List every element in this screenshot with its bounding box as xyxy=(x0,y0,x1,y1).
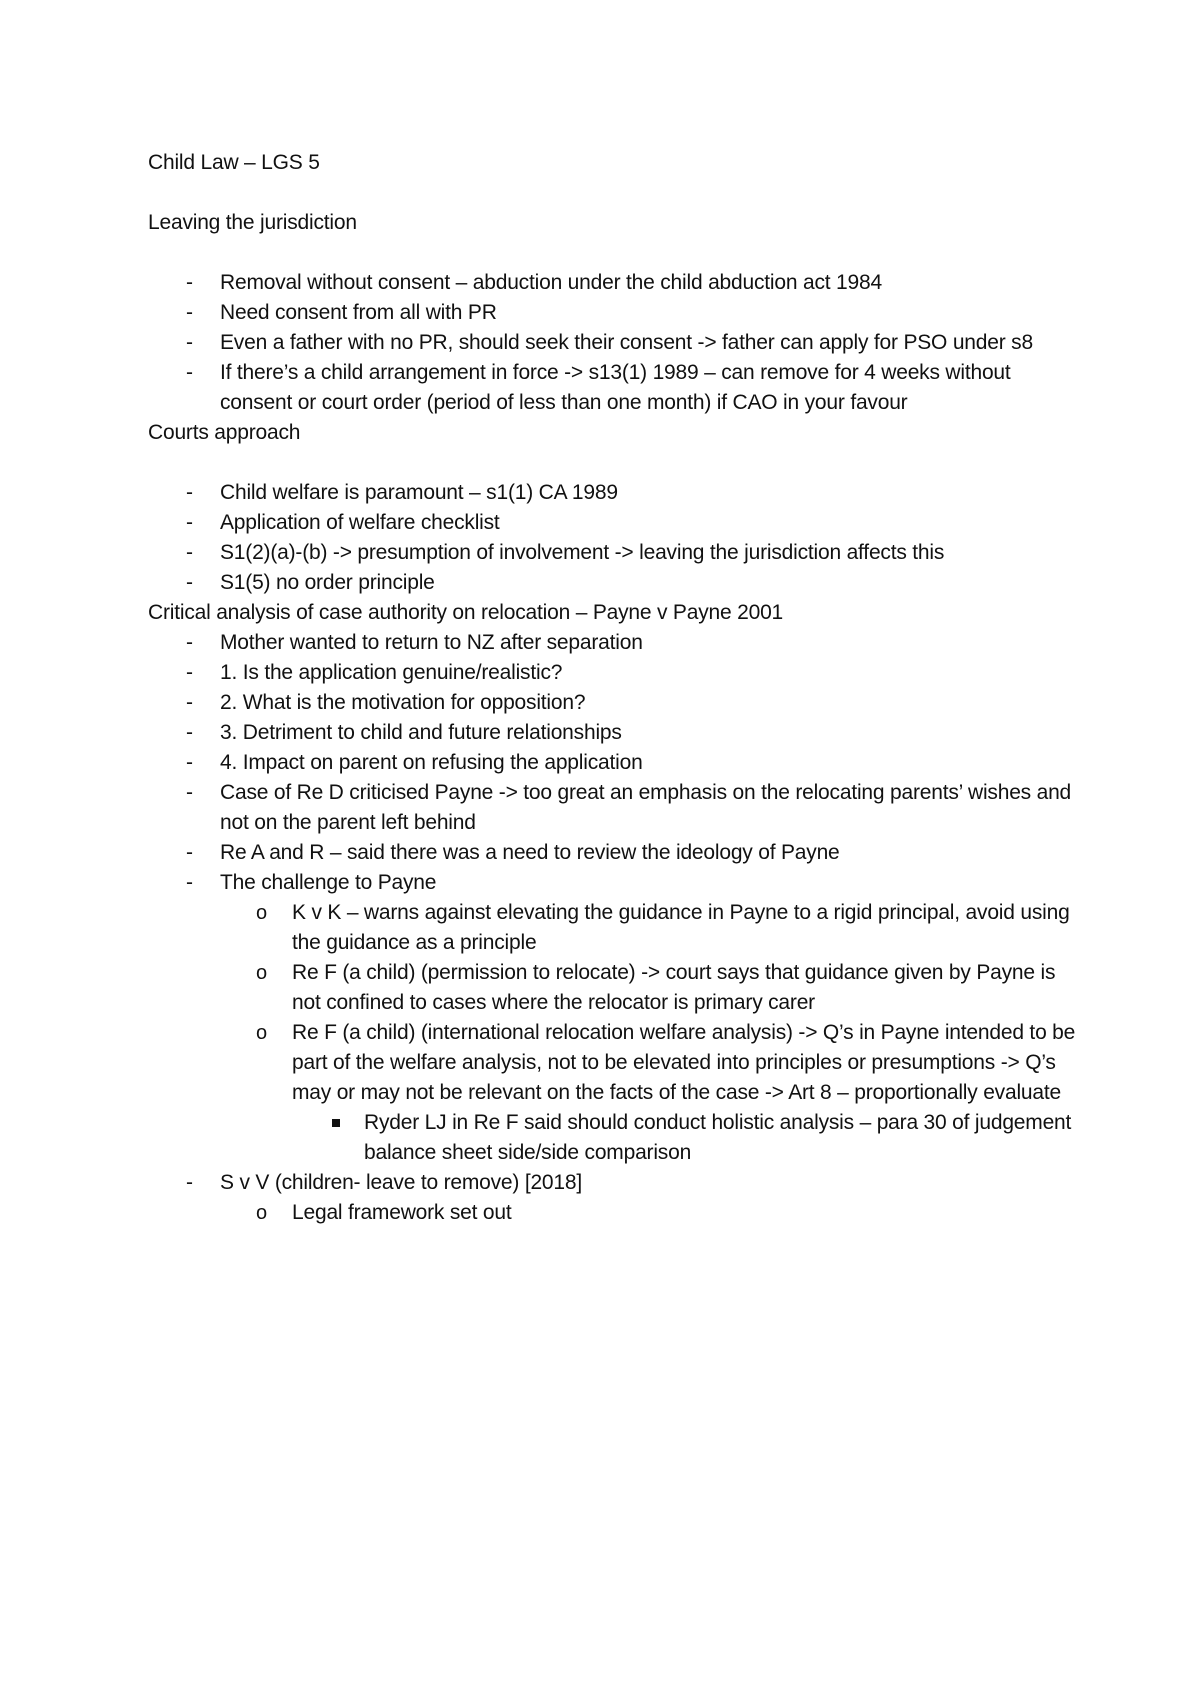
leaving-jurisdiction-list xyxy=(148,268,1078,418)
list-item-text: If there’s a child arrangement in force -> s13(1) 1989 – can remove for 4 weeks without consent or court order (period of less than one month) if CAO in your favour xyxy=(220,361,1011,414)
dash-bullet: - xyxy=(186,871,193,894)
dash-bullet: - xyxy=(186,751,193,774)
list-item-text: S1(5) no order principle xyxy=(220,571,435,594)
challenge-sublist xyxy=(220,898,1078,1168)
sub-list-item xyxy=(220,958,1078,1018)
sub-sub-list-item-text: Ryder LJ in Re F said should conduct holistic analysis – para 30 of judgement balance sheet side/side comparison xyxy=(364,1111,1072,1164)
list-item-text: The challenge to Payne xyxy=(220,871,437,894)
list-item-text: 2. What is the motivation for opposition? xyxy=(220,691,586,714)
sub-list-item-text: Re F (a child) (international relocation welfare analysis) -> Q’s in Payne intended to be part of the welfare analysis, not to be elevated into principles or presumptions -> Q’s may or may not be relevant on the facts of the case -> Art 8 – proportionally evaluate xyxy=(292,1021,1076,1104)
list-item-text: Application of welfare checklist xyxy=(220,511,500,534)
list-item xyxy=(148,538,1078,568)
circle-bullet: o xyxy=(256,902,267,924)
list-item-text: 3. Detriment to child and future relationships xyxy=(220,721,622,744)
dash-bullet: - xyxy=(186,661,193,684)
sub-list-item-text: Legal framework set out xyxy=(292,1201,512,1224)
courts-approach-list xyxy=(148,478,1078,598)
list-item-text: 4. Impact on parent on refusing the application xyxy=(220,751,643,774)
document-title: Child Law – LGS 5 xyxy=(148,151,320,174)
list-item xyxy=(148,508,1078,538)
sub-list-item-text: K v K – warns against elevating the guidance in Payne to a rigid principal, avoid using the guidance as a principle xyxy=(292,901,1070,954)
list-item-text: Case of Re D criticised Payne -> too great an emphasis on the relocating parents’ wishes and not on the parent left behind xyxy=(220,781,1072,834)
critical-analysis-list xyxy=(148,628,1078,1228)
dash-bullet: - xyxy=(186,571,193,594)
dash-bullet: - xyxy=(186,481,193,504)
list-item-text: 1. Is the application genuine/realistic? xyxy=(220,661,563,684)
dash-bullet: - xyxy=(186,301,193,324)
circle-bullet: o xyxy=(256,1202,267,1224)
list-item xyxy=(148,478,1078,508)
sub-sub-list-item xyxy=(292,1108,1078,1168)
list-item xyxy=(148,298,1078,328)
list-item-text: Child welfare is paramount – s1(1) CA 1989 xyxy=(220,481,618,504)
list-item xyxy=(148,568,1078,598)
dash-bullet: - xyxy=(186,691,193,714)
dash-bullet: - xyxy=(186,511,193,534)
list-item xyxy=(148,628,1078,658)
list-item-text: S v V (children- leave to remove) [2018] xyxy=(220,1171,583,1194)
list-item-text: Even a father with no PR, should seek their consent -> father can apply for PSO under s8 xyxy=(220,331,1033,354)
square-bullet-icon xyxy=(332,1119,340,1127)
re-f-sublist xyxy=(292,1108,1078,1168)
sub-list-item xyxy=(220,898,1078,958)
dash-bullet: - xyxy=(186,361,193,384)
sub-list-item xyxy=(220,1018,1078,1168)
list-item xyxy=(148,268,1078,298)
dash-bullet: - xyxy=(186,721,193,744)
section-heading-courts-approach: Courts approach xyxy=(148,421,301,444)
list-item-text: Mother wanted to return to NZ after separation xyxy=(220,631,643,654)
dash-bullet: - xyxy=(186,1171,193,1194)
sub-list-item-text: Re F (a child) (permission to relocate) -> court says that guidance given by Payne is not confined to cases where the relocator is primary carer xyxy=(292,961,1056,1014)
document-body xyxy=(148,148,1078,1228)
circle-bullet: o xyxy=(256,962,267,984)
list-item xyxy=(148,1168,1078,1228)
dash-bullet: - xyxy=(186,781,193,804)
list-item xyxy=(148,838,1078,868)
list-item xyxy=(148,718,1078,748)
list-item xyxy=(148,688,1078,718)
list-item xyxy=(148,658,1078,688)
list-item-text: Removal without consent – abduction under the child abduction act 1984 xyxy=(220,271,882,294)
section-heading-leaving-jurisdiction: Leaving the jurisdiction xyxy=(148,211,357,234)
list-item-text: S1(2)(a)-(b) -> presumption of involvement -> leaving the jurisdiction affects this xyxy=(220,541,945,564)
circle-bullet: o xyxy=(256,1022,267,1044)
list-item xyxy=(148,778,1078,838)
dash-bullet: - xyxy=(186,841,193,864)
dash-bullet: - xyxy=(186,271,193,294)
list-item-text: Re A and R – said there was a need to review the ideology of Payne xyxy=(220,841,840,864)
list-item-text: Need consent from all with PR xyxy=(220,301,497,324)
list-item xyxy=(148,748,1078,778)
list-item xyxy=(148,328,1078,358)
dash-bullet: - xyxy=(186,331,193,354)
dash-bullet: - xyxy=(186,631,193,654)
list-item xyxy=(148,358,1078,418)
section-heading-critical-analysis: Critical analysis of case authority on relocation – Payne v Payne 2001 xyxy=(148,601,784,624)
sub-list-item xyxy=(220,1198,1078,1228)
list-item xyxy=(148,868,1078,1168)
s-v-v-sublist xyxy=(220,1198,1078,1228)
dash-bullet: - xyxy=(186,541,193,564)
